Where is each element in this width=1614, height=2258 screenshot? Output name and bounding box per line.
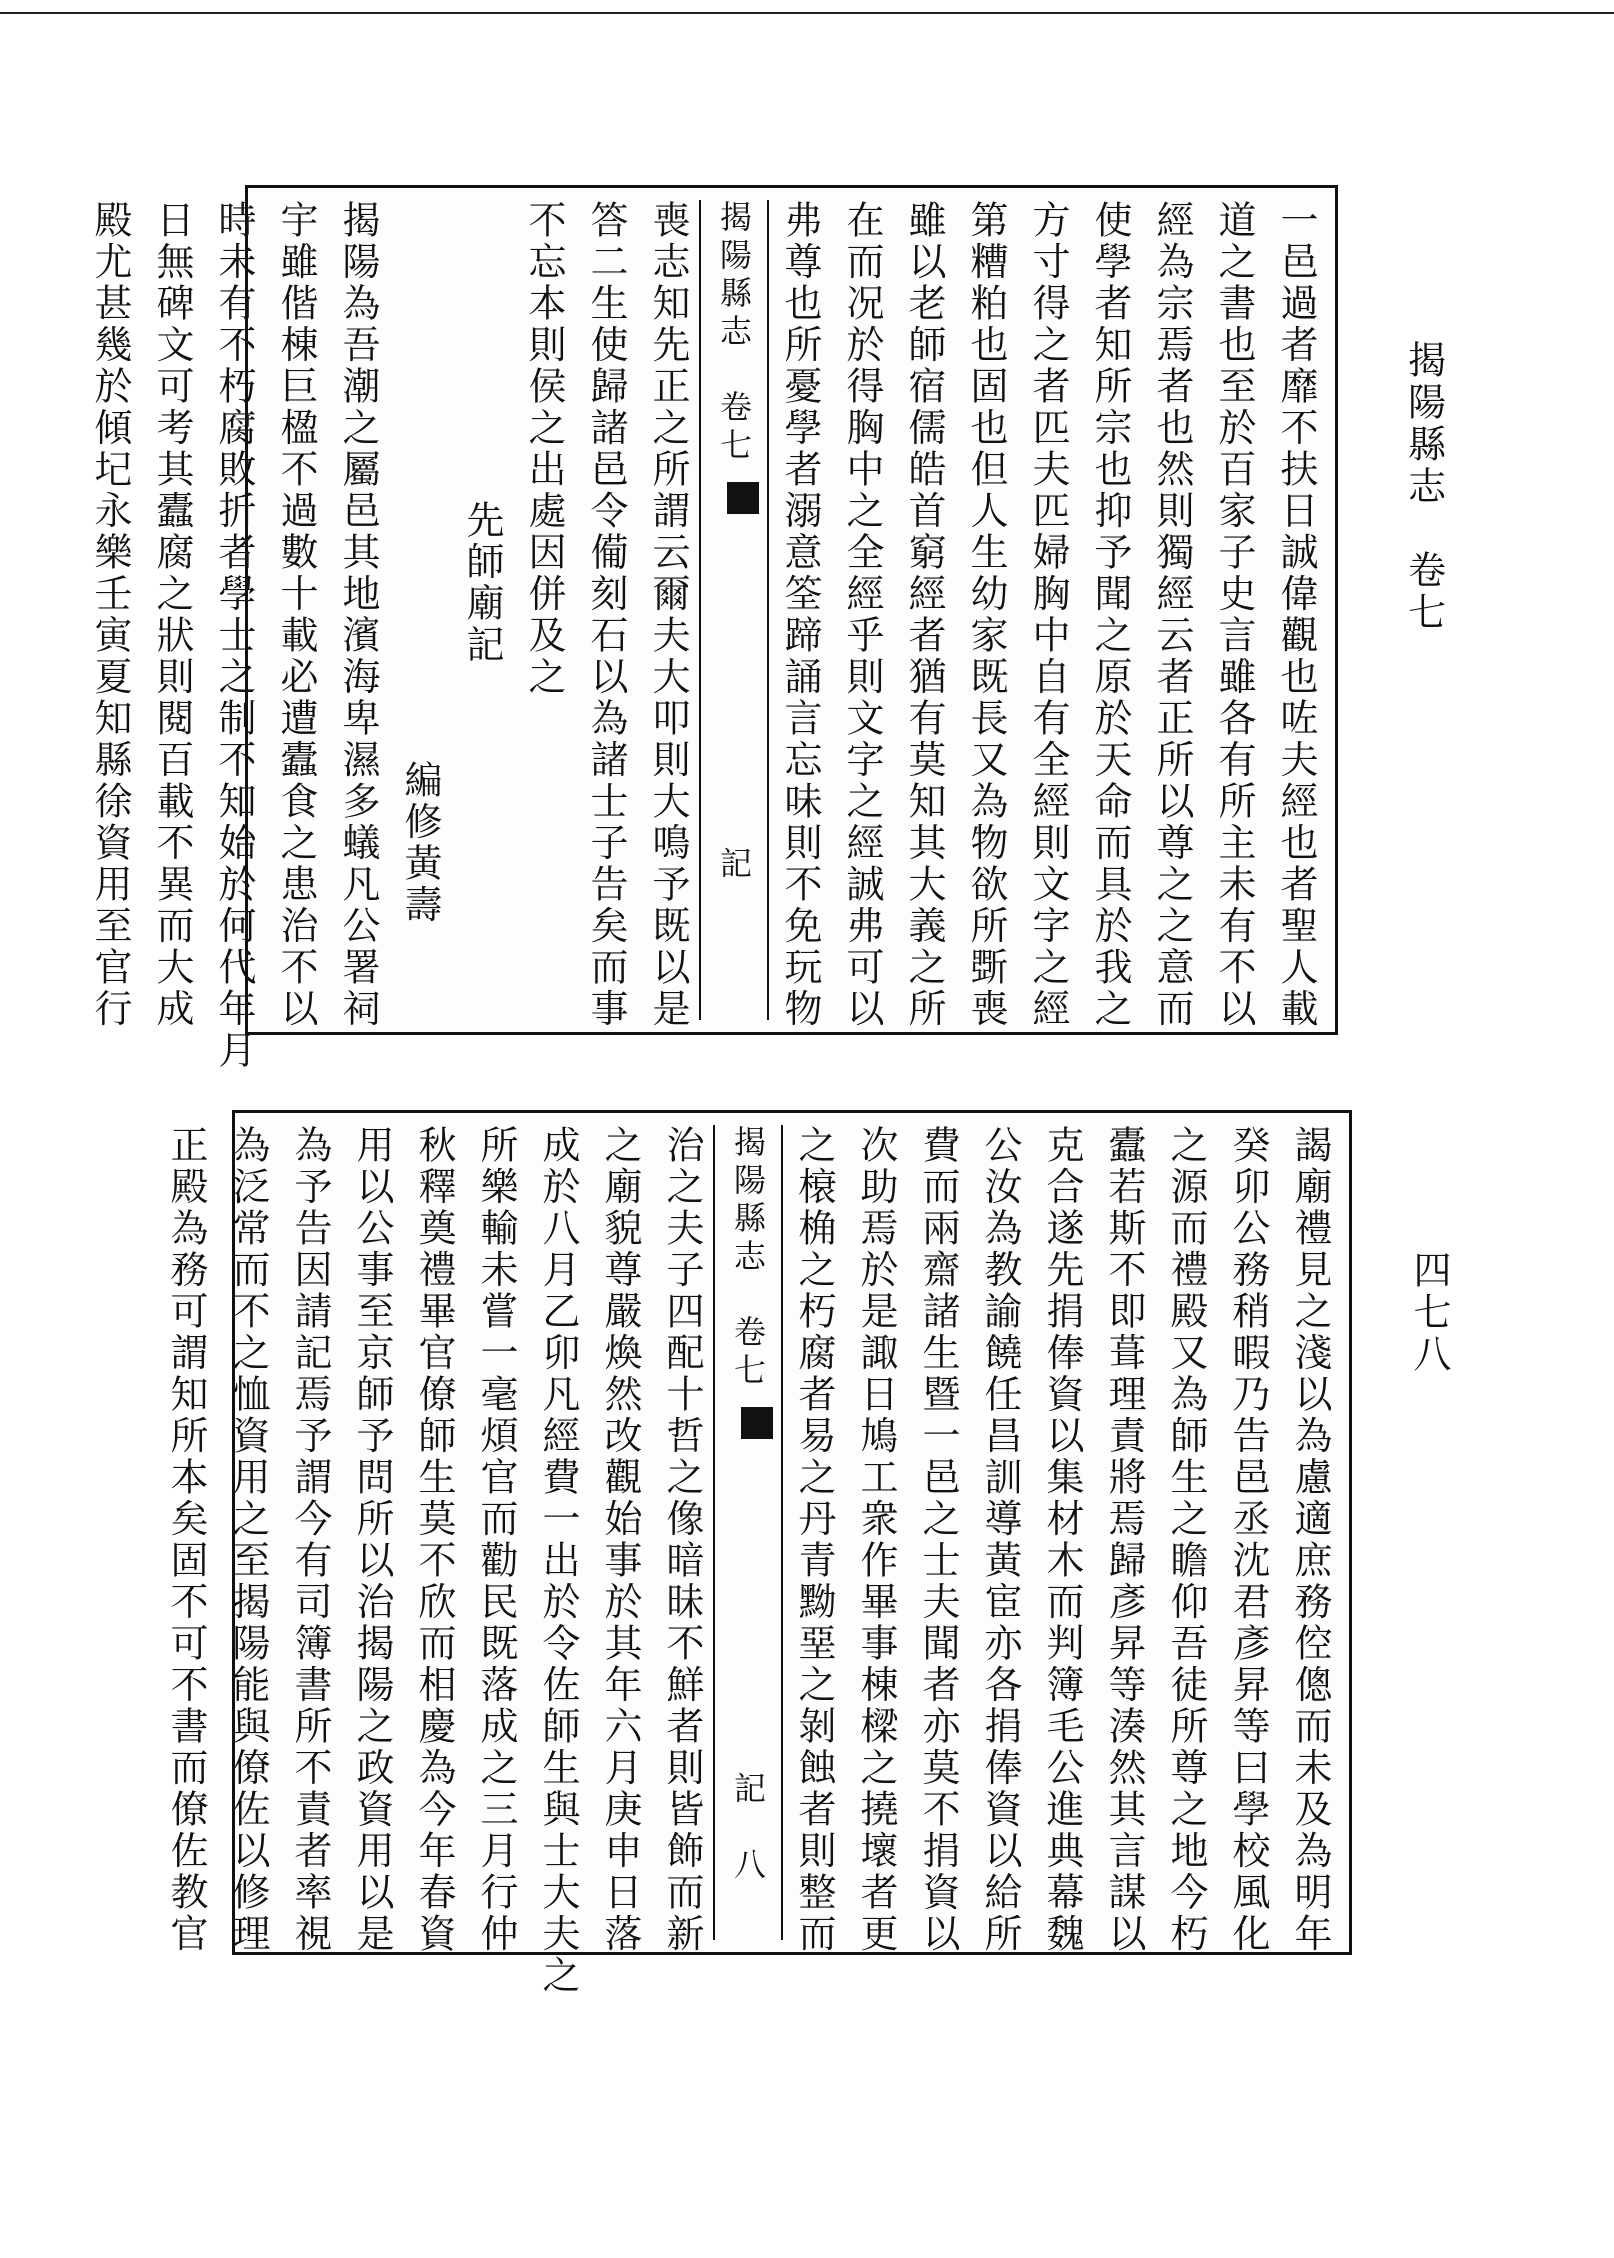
text-column: 之榱桷之朽腐者易之丹青黝堊之剝蝕者則整而 xyxy=(792,1125,836,1955)
book-title: 揭陽縣志 卷七 xyxy=(1401,340,1446,634)
text-column: 蠹若斯不即葺理責將焉歸彥昇等湊然其言謀以 xyxy=(1102,1125,1146,1955)
text-column: 次助焉於是諏日鳩工衆作畢事棟樑之撓壞者更 xyxy=(854,1125,898,1955)
text-column: 喪志知先正之所謂云爾夫大叩則大鳴予既以是 xyxy=(646,200,690,1030)
text-column: 時未有不朽腐敗折者學士之制不知始於何代年月 xyxy=(212,200,256,1072)
text-column: 治之夫子四配十哲之像暗昧不鮮者則皆飾而新 xyxy=(660,1125,704,1955)
upper-text-block xyxy=(88,185,1338,1072)
center-margin-strip xyxy=(713,1125,783,1940)
text-column: 癸卯公務稍暇乃告邑丞沈君彥昇等曰學校風化 xyxy=(1226,1125,1270,1955)
text-column: 在而况於得胸中之全經乎則文字之經誠弗可以 xyxy=(840,200,884,1030)
text-column: 方寸得之者匹夫匹婦胸中自有全經則文字之經 xyxy=(1026,200,1070,1030)
text-column: 為予告因請記焉予謂今有司簿書所不責者率視 xyxy=(288,1125,332,1955)
text-column: 第糟粕也固也但人生幼家既長又為物欲所斲喪 xyxy=(964,200,1008,1030)
text-column: 公汝為教諭饒任昌訓導黃宦亦各捐俸資以給所 xyxy=(978,1125,1022,1955)
text-column: 秋釋奠禮畢官僚師生莫不欣而相慶為今年春資 xyxy=(412,1125,456,1955)
upper-text-body xyxy=(88,200,1327,1072)
text-column: 道之書也至於百家子史言雖各有所主未有不以 xyxy=(1212,200,1256,1030)
text-column: 宇雖偕棟巨楹不過數十載必遭蠹食之患治不以 xyxy=(274,200,318,1030)
text-column: 之廟貌尊嚴煥然改觀始事於其年六月庚申日落 xyxy=(598,1125,642,1955)
margin-label-tail: 記 八 xyxy=(729,1771,767,1886)
page-number: 四七八 xyxy=(1407,1250,1451,1376)
text-column: 克合遂先捐俸資以集材木而判簿毛公進典幕魏 xyxy=(1040,1125,1084,1955)
text-column: 雖以老師宿儒皓首窮經者猶有莫知其大義之所 xyxy=(902,200,946,1030)
fishtail-mark-icon xyxy=(741,1407,773,1439)
top-rule xyxy=(0,12,1614,14)
margin-label-tail: 記 xyxy=(715,846,753,885)
text-column: 正殿為務可謂知所本矣固不可不書而僚佐教官 xyxy=(164,1125,208,1955)
fishtail-mark-icon xyxy=(727,482,759,514)
text-column: 答二生使歸諸邑令僃刻石以為諸士子告矣而事 xyxy=(584,200,628,1030)
text-column: 弗尊也所憂學者溺意筌蹄誦言忘味則不免玩物 xyxy=(778,200,822,1030)
text-column: 為泛常而不之恤資用之至揭陽能與僚佐以修理 xyxy=(226,1125,270,1955)
text-column: 殿尤甚幾於傾圮永樂壬寅夏知縣徐資用至官行 xyxy=(88,200,132,1030)
section-heading: 先師廟記 xyxy=(460,500,504,666)
text-column: 日無碑文可考其蠹腐之狀則閱百載不異而大成 xyxy=(150,200,194,1030)
author-credit: 編修黃壽 xyxy=(398,760,442,926)
center-margin-strip xyxy=(699,200,769,1020)
text-column: 用以公事至京師予問所以治揭陽之政資用以是 xyxy=(350,1125,394,1955)
text-column: 不忘本則侯之出處因併及之 xyxy=(522,200,566,698)
text-column: 成於八月乙卯凡經費一出於令佐師生與士大夫之 xyxy=(536,1125,580,1997)
text-column: 所樂輸未嘗一毫煩官而勸民既落成之三月行仲 xyxy=(474,1125,518,1955)
text-column: 揭陽為吾潮之屬邑其地濱海卑濕多蟻凡公署祠 xyxy=(336,200,380,1030)
text-column: 之源而禮殿又為師生之瞻仰吾徒所尊之地今朽 xyxy=(1164,1125,1208,1955)
text-column: 經為宗焉者也然則獨經云者正所以尊之之意而 xyxy=(1150,200,1194,1030)
lower-text-body xyxy=(164,1125,1341,1997)
lower-text-block xyxy=(164,1110,1352,1997)
text-column: 費而兩齋諸生暨一邑之士夫聞者亦莫不捐資以 xyxy=(916,1125,960,1955)
margin-label: 揭陽縣志 卷七 xyxy=(729,1125,767,1391)
text-column: 使學者知所宗也抑予聞之原於天命而具於我之 xyxy=(1088,200,1132,1030)
text-column: 一邑過者靡不扶日誠偉觀也咗夫經也者聖人載 xyxy=(1274,200,1318,1030)
text-column: 謁廟禮見之淺以為慮適庶務倥傯而未及為明年 xyxy=(1288,1125,1332,1955)
margin-label: 揭陽縣志 卷七 xyxy=(715,200,753,466)
